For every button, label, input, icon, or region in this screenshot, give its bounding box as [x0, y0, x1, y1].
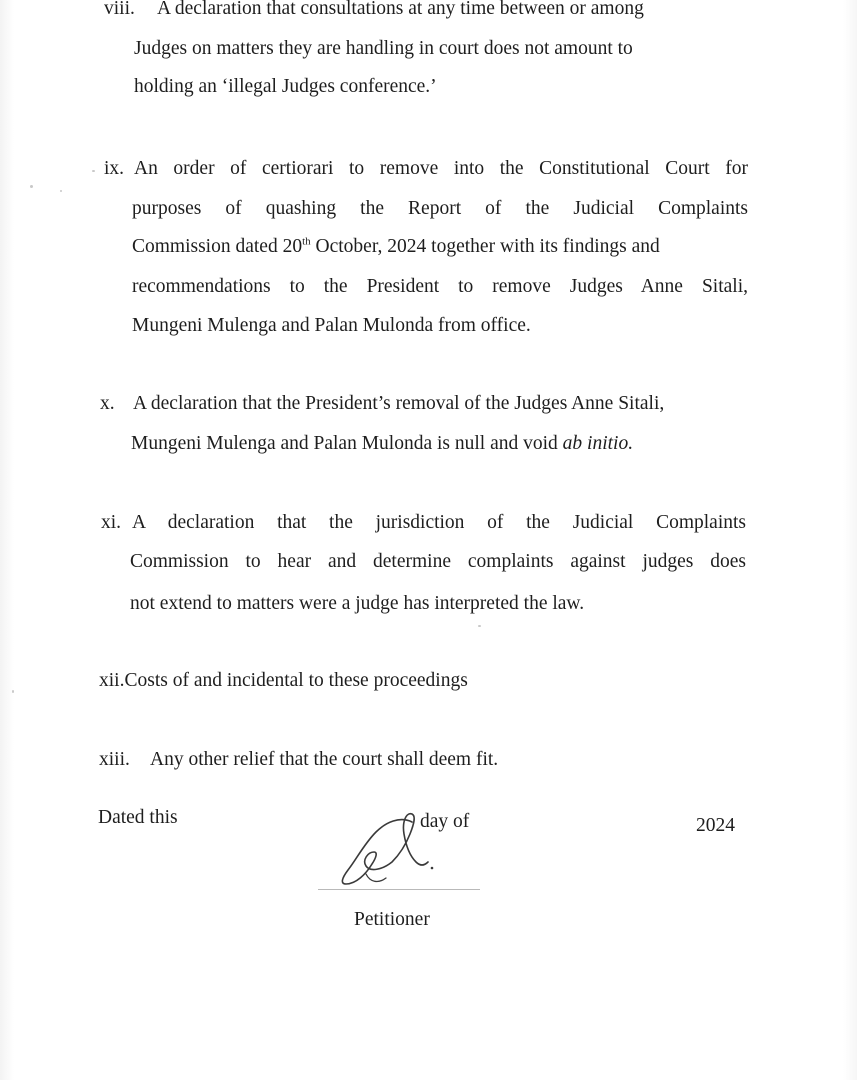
item-numeral: xiii.	[99, 749, 130, 770]
item-text-line: A declaration that the jurisdiction of the Judicial Complaints	[132, 512, 746, 533]
item-text-fragment: October, 2024 together with its findings and	[315, 236, 660, 257]
year-label: 2024	[696, 815, 735, 836]
item-text-line-with-date	[132, 235, 660, 259]
item-text-line	[99, 669, 468, 693]
item-numeral: x.	[100, 393, 115, 414]
item-text-line: A declaration that the President’s removal of the Judges Anne Sitali,	[133, 393, 665, 414]
day-of-label: day of	[420, 811, 470, 832]
scan-speck	[478, 625, 481, 627]
item-text-line: recommendations to the President to remove Judges Anne Sitali,	[132, 276, 748, 297]
item-text-fragment: Commission dated 20	[132, 236, 303, 257]
item-numeral: viii.	[104, 0, 135, 19]
item-text-line: An order of certiorari to remove into the Constitutional Court for	[134, 158, 748, 179]
item-text-fragment: Mungeni Mulenga and Palan Mulonda is null and void	[131, 433, 558, 454]
petitioner-label: Petitioner	[354, 909, 430, 930]
item-text-line: purposes of quashing the Report of the Judicial Complaints	[132, 198, 748, 219]
scan-speck	[60, 190, 62, 192]
item-text-fragment: Costs of and incidental to these proceedings	[124, 670, 468, 691]
item-text-line: holding an ‘illegal Judges conference.’	[134, 76, 437, 97]
item-numeral: ix.	[104, 158, 125, 179]
item-text-line: not extend to matters were a judge has interpreted the law.	[130, 593, 585, 614]
latin-phrase: ab initio.	[562, 433, 634, 454]
handwritten-signature-icon	[330, 808, 450, 890]
dated-this-label: Dated this	[98, 807, 178, 828]
item-text-line: Commission to hear and determine complaints against judges does	[130, 551, 746, 572]
item-text-line: A declaration that consultations at any time between or among	[157, 0, 644, 19]
item-text-line: Mungeni Mulenga and Palan Mulonda from office.	[132, 315, 531, 336]
ordinal-suffix: th	[302, 235, 311, 248]
scan-speck	[30, 185, 33, 188]
item-text-line: Any other relief that the court shall deem fit.	[150, 749, 499, 770]
item-text-line: Judges on matters they are handling in court does not amount to	[134, 38, 633, 59]
item-text-line	[131, 432, 633, 456]
scan-speck	[92, 170, 95, 172]
scan-speck	[12, 690, 14, 693]
item-numeral: xii.	[99, 670, 125, 691]
signature-line	[318, 889, 480, 890]
item-numeral: xi.	[101, 512, 122, 533]
